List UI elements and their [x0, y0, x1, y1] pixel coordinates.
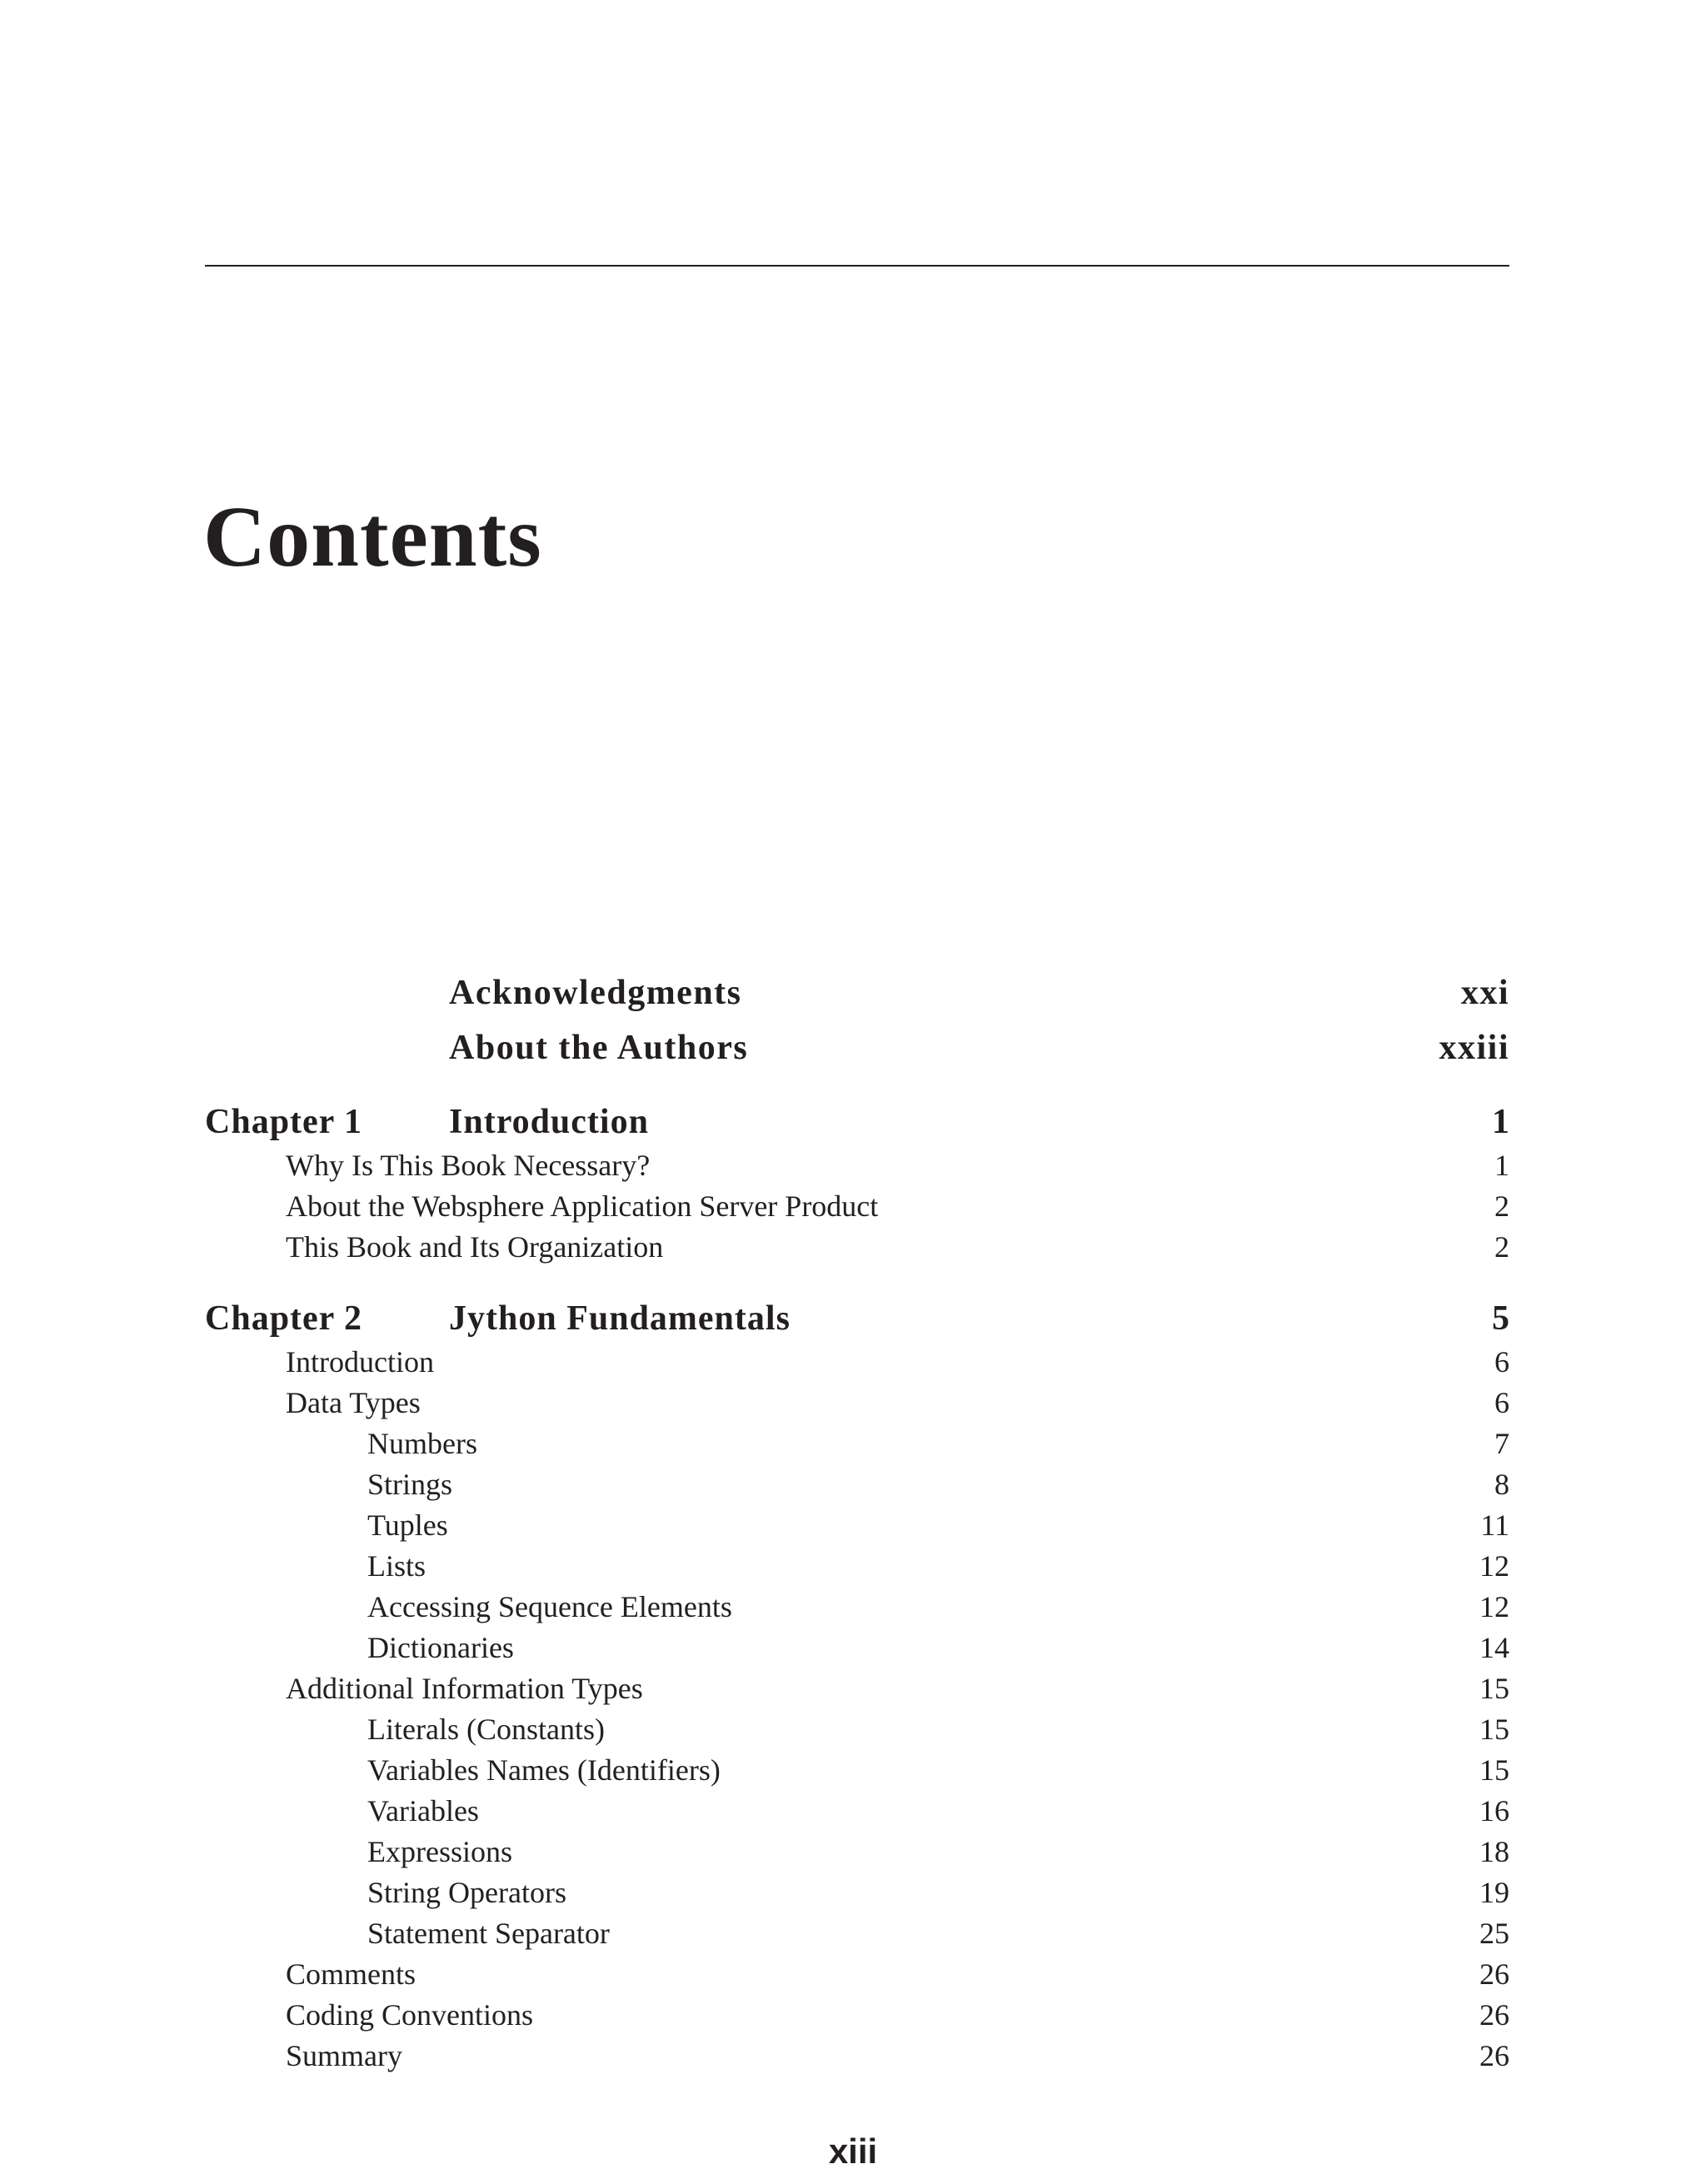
- toc-entry-label: This Book and Its Organization: [286, 1230, 664, 1264]
- toc-subsection-row[interactable]: [205, 1917, 1509, 1957]
- toc-entry-label: Coding Conventions: [286, 1998, 534, 2032]
- toc-entry-label: Comments: [286, 1957, 417, 1991]
- toc-section-row[interactable]: [205, 1345, 1509, 1386]
- toc-front-matter-label: Acknowledgments: [449, 974, 742, 1012]
- table-of-contents: [205, 965, 1509, 2080]
- toc-page-number: 18: [1479, 1835, 1509, 1868]
- toc-subsection-row[interactable]: [205, 1631, 1509, 1672]
- toc-page-number: 26: [1479, 1998, 1509, 2032]
- toc-entry-label: Variables Names (Identifiers): [367, 1753, 721, 1787]
- toc-section-row[interactable]: [205, 1672, 1509, 1713]
- toc-chapter-title: Jython Fundamentals: [449, 1299, 791, 1338]
- toc-entry-label: Statement Separator: [367, 1917, 610, 1950]
- header-rule: [205, 265, 1509, 267]
- page-title: Contents: [203, 489, 542, 585]
- toc-page-number: 15: [1479, 1672, 1509, 1705]
- toc-front-matter-row[interactable]: [205, 965, 1509, 1020]
- toc-chapter-row[interactable]: [205, 1271, 1509, 1345]
- toc-entry-label: Accessing Sequence Elements: [367, 1590, 732, 1623]
- toc-page-number: xxiii: [1439, 1029, 1509, 1067]
- toc-entry-label: About the Websphere Application Server Product: [286, 1189, 879, 1223]
- toc-subsection-row[interactable]: [205, 1794, 1509, 1835]
- toc-section-row[interactable]: [205, 1386, 1509, 1427]
- toc-page-number: 1: [1492, 1103, 1509, 1141]
- toc-page-number: 6: [1494, 1386, 1509, 1419]
- toc-entry-label: Summary: [286, 2039, 402, 2072]
- toc-chapter-number: Chapter 1: [205, 1103, 363, 1141]
- toc-entry-label: Numbers: [367, 1427, 477, 1460]
- toc-chapter-title: Introduction: [449, 1103, 649, 1141]
- toc-subsection-row[interactable]: [205, 1753, 1509, 1794]
- toc-front-matter-row[interactable]: [205, 1020, 1509, 1075]
- toc-page-number: 19: [1479, 1876, 1509, 1909]
- page-number: xiii: [828, 2132, 878, 2171]
- toc-entry-label: Expressions: [367, 1835, 512, 1868]
- toc-page-number: 8: [1494, 1468, 1509, 1501]
- toc-page-number: 6: [1494, 1345, 1509, 1379]
- toc-page-number: 25: [1479, 1917, 1509, 1950]
- toc-page-number: 26: [1479, 1957, 1509, 1991]
- toc-page-number: 12: [1479, 1549, 1509, 1583]
- toc-subsection-row[interactable]: [205, 1713, 1509, 1753]
- toc-page-number: xxi: [1460, 974, 1509, 1012]
- toc-section-row[interactable]: [205, 1230, 1509, 1271]
- toc-entry-label: Literals (Constants): [367, 1713, 605, 1746]
- toc-section-row[interactable]: [205, 1189, 1509, 1230]
- toc-page-number: 26: [1479, 2039, 1509, 2072]
- toc-front-matter-label: About the Authors: [449, 1029, 749, 1067]
- toc-chapter-number: Chapter 2: [205, 1299, 363, 1338]
- toc-entry-label: Introduction: [286, 1345, 434, 1379]
- toc-page-number: 12: [1479, 1590, 1509, 1623]
- toc-entry-label: Tuples: [367, 1508, 448, 1542]
- toc-page-number: 15: [1479, 1753, 1509, 1787]
- toc-page-number: 15: [1479, 1713, 1509, 1746]
- toc-section-row[interactable]: [205, 1998, 1509, 2039]
- toc-entry-label: String Operators: [367, 1876, 566, 1909]
- toc-page-number: 2: [1494, 1189, 1509, 1223]
- toc-entry-label: Lists: [367, 1549, 426, 1583]
- toc-section-row[interactable]: [205, 2039, 1509, 2080]
- toc-entry-label: Why Is This Book Necessary?: [286, 1149, 651, 1182]
- toc-section-row[interactable]: [205, 1957, 1509, 1998]
- toc-subsection-row[interactable]: [205, 1590, 1509, 1631]
- toc-chapter-row[interactable]: [205, 1075, 1509, 1149]
- toc-subsection-row[interactable]: [205, 1876, 1509, 1917]
- toc-page-number: 5: [1492, 1299, 1509, 1338]
- toc-page-number: 14: [1479, 1631, 1509, 1664]
- toc-subsection-row[interactable]: [205, 1427, 1509, 1468]
- toc-subsection-row[interactable]: [205, 1835, 1509, 1876]
- toc-entry-label: Dictionaries: [367, 1631, 514, 1664]
- toc-subsection-row[interactable]: [205, 1508, 1509, 1549]
- toc-page-number: 1: [1494, 1149, 1509, 1182]
- toc-page-number: 16: [1479, 1794, 1509, 1827]
- toc-page-number: 7: [1494, 1427, 1509, 1460]
- toc-page-number: 2: [1494, 1230, 1509, 1264]
- toc-subsection-row[interactable]: [205, 1468, 1509, 1508]
- toc-section-row[interactable]: [205, 1149, 1509, 1189]
- toc-subsection-row[interactable]: [205, 1549, 1509, 1590]
- toc-entry-label: Data Types: [286, 1386, 421, 1419]
- toc-entry-label: Strings: [367, 1468, 453, 1501]
- toc-page-number: 11: [1480, 1508, 1509, 1542]
- toc-entry-label: Variables: [367, 1794, 479, 1827]
- toc-entry-label: Additional Information Types: [286, 1672, 643, 1705]
